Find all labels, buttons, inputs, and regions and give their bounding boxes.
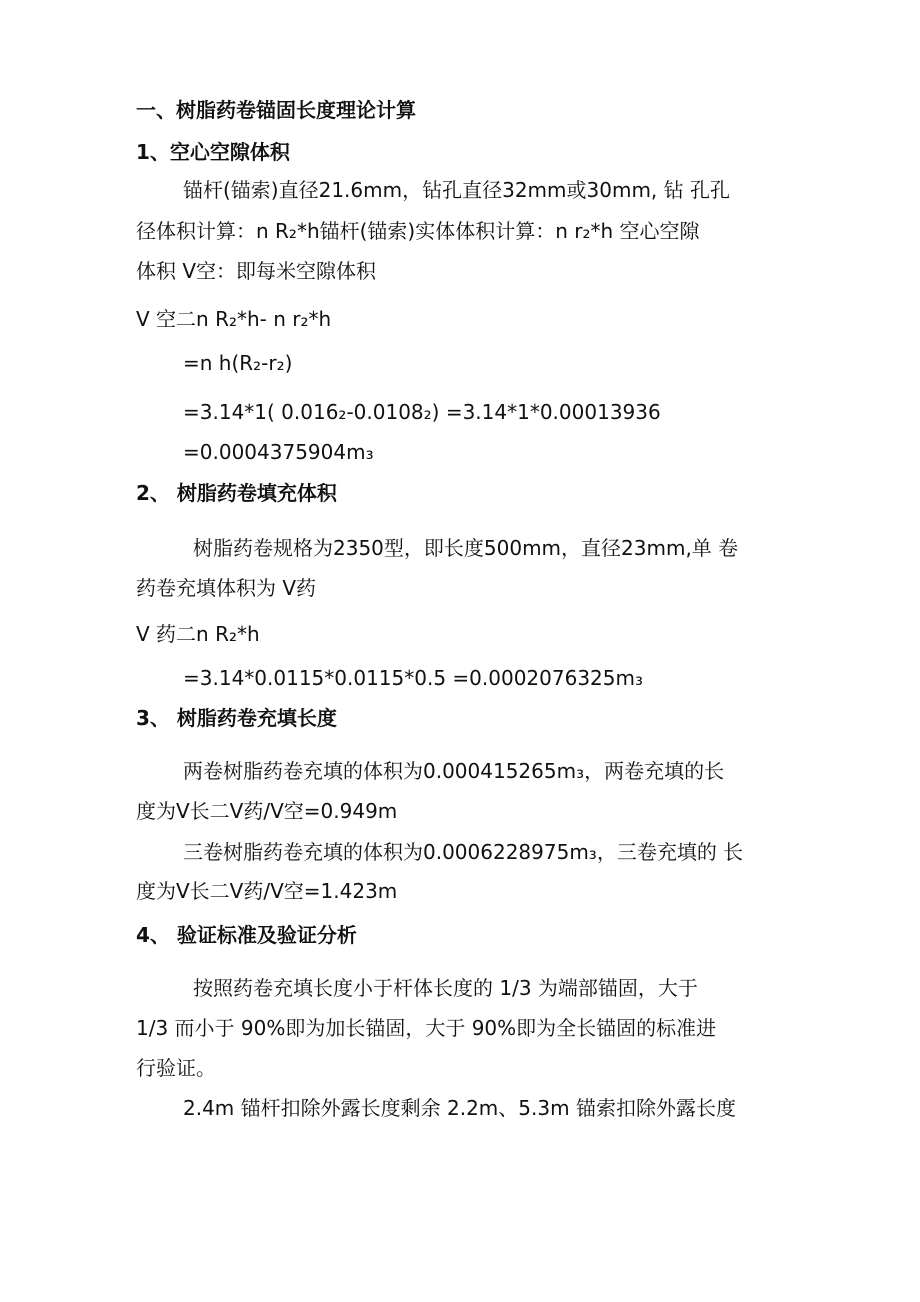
section-2-heading: 2、 树脂药卷填充体积 [136, 481, 337, 505]
paragraph-line: 体积 V空：即每米空隙体积 [136, 259, 377, 283]
paragraph-line: 按照药卷充填长度小于杆体长度的 1/3 为端部锚固，大于 [193, 976, 698, 1000]
formula-line: =3.14*0.0115*0.0115*0.5 =0.0002076325m₃ [183, 666, 643, 690]
paragraph-line: 1/3 而小于 90%即为加长锚固，大于 90%即为全长锚固的标准进 [136, 1016, 717, 1040]
paragraph-line: 树脂药卷规格为2350型，即长度500mm，直径23mm,单 卷 [193, 536, 739, 560]
section-3-heading: 3、 树脂药卷充填长度 [136, 706, 337, 730]
paragraph-line: 锚杆(锚索)直径21.6mm，钻孔直径32mm或30mm, 钻 孔孔 [183, 178, 731, 202]
paragraph-line: 径体积计算：n R₂*h锚杆(锚索)实体体积计算：n r₂*h 空心空隙 [136, 219, 700, 243]
formula-line: =n h(R₂-r₂) [183, 351, 293, 375]
formula-line: V 空二n R₂*h- n r₂*h [136, 307, 332, 331]
paragraph-line: 2.4m 锚杆扣除外露长度剩余 2.2m、5.3m 锚索扣除外露长度 [183, 1096, 736, 1120]
document-title: 一、树脂药卷锚固长度理论计算 [136, 98, 416, 122]
formula-line: V 药二n R₂*h [136, 622, 260, 646]
paragraph-line: 度为V长二V药/V空=0.949m [136, 799, 398, 823]
paragraph-line: 两卷树脂药卷充填的体积为0.000415265m₃，两卷充填的长 [183, 759, 725, 783]
formula-line: =0.0004375904m₃ [183, 440, 374, 464]
section-4-heading: 4、 验证标准及验证分析 [136, 923, 357, 947]
paragraph-line: 度为V长二V药/V空=1.423m [136, 879, 398, 903]
formula-line: =3.14*1( 0.016₂-0.0108₂) =3.14*1*0.00013936 [183, 400, 661, 424]
paragraph-line: 行验证。 [136, 1056, 216, 1080]
paragraph-line: 药卷充填体积为 V药 [136, 576, 317, 600]
section-1-heading: 1、空心空隙体积 [136, 140, 290, 164]
paragraph-line: 三卷树脂药卷充填的体积为0.0006228975m₃，三卷充填的 长 [183, 840, 744, 864]
